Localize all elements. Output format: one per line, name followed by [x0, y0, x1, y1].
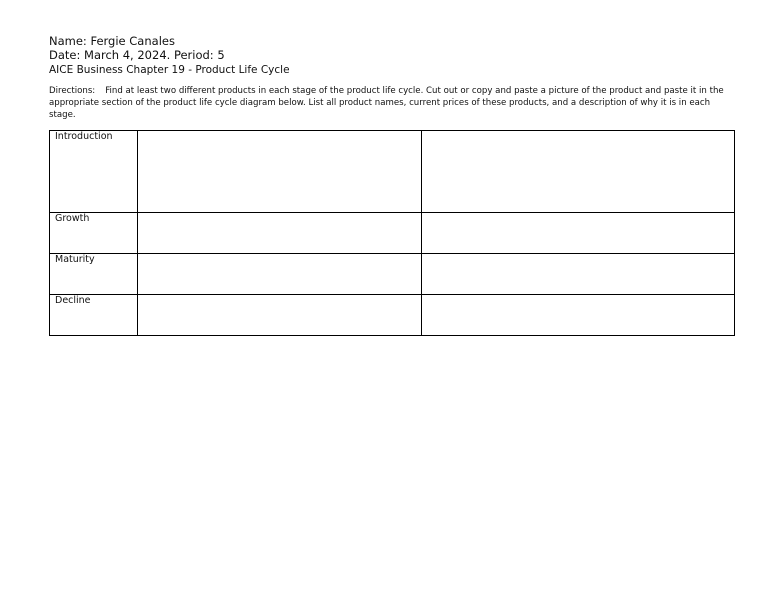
name-value: Fergie Canales [90, 34, 175, 48]
decline-product-1-cell[interactable] [138, 295, 422, 336]
growth-product-2-cell[interactable] [422, 213, 735, 254]
stage-label-growth: Growth [50, 213, 138, 254]
directions-text: Find at least two different products in each stage of the product life cycle. Cut out or copy and paste a picture of the product and paste it in the appropriate section of the product life cycle diagram below. List all product names, current prices of these products, and a description of why it is in each stage. [49, 86, 724, 120]
name-line [49, 34, 175, 48]
directions-paragraph [49, 85, 739, 121]
introduction-product-1-cell[interactable] [138, 131, 422, 213]
stage-label-introduction: Introduction [50, 131, 138, 213]
table-row-maturity [50, 254, 735, 295]
product-life-cycle-table [49, 130, 735, 336]
date-value: March 4, 2024. [84, 48, 171, 62]
growth-product-1-cell[interactable] [138, 213, 422, 254]
date-label: Date: [49, 48, 81, 62]
decline-product-2-cell[interactable] [422, 295, 735, 336]
document-title: AICE Business Chapter 19 - Product Life Cycle [49, 64, 290, 76]
table-row-introduction [50, 131, 735, 213]
directions-label: Directions: [49, 86, 96, 96]
period-value: 5 [217, 48, 225, 62]
date-period-line [49, 48, 225, 62]
table-row-growth [50, 213, 735, 254]
stage-label-maturity: Maturity [50, 254, 138, 295]
introduction-product-2-cell[interactable] [422, 131, 735, 213]
maturity-product-1-cell[interactable] [138, 254, 422, 295]
table-row-decline [50, 295, 735, 336]
maturity-product-2-cell[interactable] [422, 254, 735, 295]
period-label: Period: [173, 48, 214, 62]
name-label: Name: [49, 34, 87, 48]
stage-label-decline: Decline [50, 295, 138, 336]
